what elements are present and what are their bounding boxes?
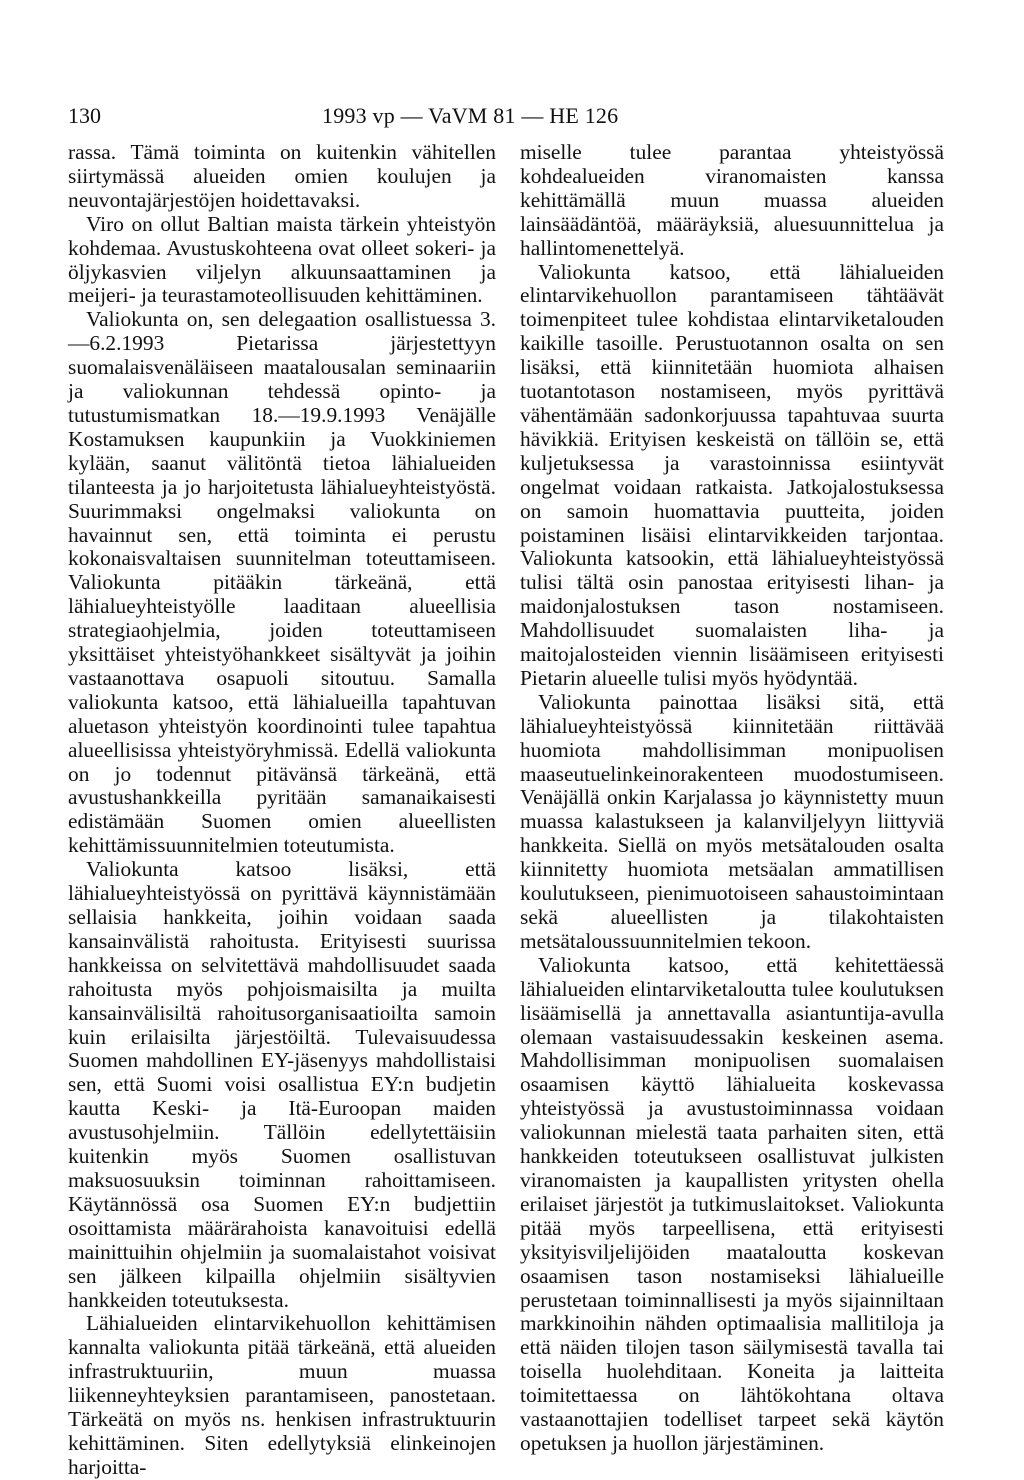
page-number: 130 (68, 103, 101, 128)
right-paragraph-4: Valiokunta katsoo, että kehitettäessä lähialueiden elintarviketaloutta tulee koulutuksen lisäämisellä ja annettavalla asiantuntija-avulla olemaan vastaisuudessakin keskeinen asema. Mahdollisimman monipuolisen suomalaisen osaamisen käyttö lähialueita koskevassa yhteistyössä ja avustustoiminnassa voidaan valiokunnan mielestä taata parhaiten siten, että hankkeiden toteutukseen osallistuvat julkisten viranomaisten ja kaupallisten yritysten ohella erilaiset järjestöt ja tutkimuslaitokset. Valiokunta pitää myös tarpeellisena, että erityisesti yksityisviljelijöiden maataloutta koskevan osaamisen tason nostamiseksi lähialueille perustetaan toiminnallisesti ja myös sijainniltaan markkinoihin nähden optimaalisia mallitiloja ja että näiden tilojen tason säilymisestä tavalla tai toisella huolehditaan. Koneita ja laitteita toimitettaessa on lähtökohtana oltava vastaanottajien todelliset tarpeet sekä käytön opetuksen ja huollon järjestäminen. (520, 952, 944, 1455)
right-paragraph-2: Valiokunta katsoo, että lähialueiden elintarvikehuollon parantamiseen tähtäävät toimenpiteet tulee kohdistaa elintarviketalouden kaikille tasoille. Perustuotannon osalta on sen lisäksi, että kiinnitetään huomiota alhaisen tuotantotason nostamiseen, myös pyrittävä vähentämään sadonkorjuussa tapahtuvaa suurta hävikkiä. Erityisen keskeistä on tällöin se, että kuljetuksessa ja varastoinnissa esiintyvät ongelmat voidaan ratkaista. Jatkojalostuksessa on samoin huomattavia puutteita, joiden poistaminen lisäisi elintarvikkeiden tarjontaa. Valiokunta katsookin, että lähialueyhteistyössä tulisi tältä osin panostaa erityisesti lihan- ja maidonjalostuksen tason nostamiseen. Mahdollisuudet suomalaisten liha- ja maitojalosteiden viennin lisäämiseen erityisesti Pietarin alueelle tulisi myös hyödyntää. (520, 259, 944, 690)
left-column (68, 141, 496, 1480)
right-column (520, 141, 944, 1456)
left-paragraph-1: rassa. Tämä toiminta on kuitenkin vähitellen siirtymässä alueiden omien koulujen ja neuvontajärjestöjen hoidettavaksi. (68, 140, 496, 212)
left-paragraph-2: Viro on ollut Baltian maista tärkein yhteistyön kohdemaa. Avustuskohteena ovat olleet sokeri- ja öljykasvien viljelyn alkuunsaattaminen ja meijeri- ja teurastamoteollisuuden kehittäminen. (68, 211, 496, 308)
right-paragraph-3: Valiokunta painottaa lisäksi sitä, että lähialueyhteistyössä kiinnitetään riittävää huomiota mahdollisimman monipuolisen maaseutuelinkeinorakenteen muodostumiseen. Venäjällä onkin Karjalassa jo käynnistetty muun muassa kalastukseen ja kalanviljelyyn liittyviä hankkeita. Siellä on myös metsätalouden osalta kiinnitetty huomiota metsäalan ammatillisen koulutukseen, pienimuotoiseen sahaustoimintaan sekä alueellisten ja tilakohtaisten metsätaloussuunnitelmien tekoon. (520, 689, 944, 953)
left-paragraph-5: Lähialueiden elintarvikehuollon kehittämisen kannalta valiokunta pitää tärkeänä, että alueiden infrastruktuuriin, muun muassa liikenneyhteyksien parantamiseen, panostetaan. Tärkeätä on myös ns. henkisen infrastruktuurin kehittäminen. Siten edellytyksiä elinkeinojen harjoitta- (68, 1311, 496, 1479)
left-paragraph-4: Valiokunta katsoo lisäksi, että lähialueyhteistyössä on pyrittävä käynnistämään sellaisia hankkeita, joihin voidaan saada kansainvälistä rahoitusta. Erityisesti suurissa hankkeissa on selvitettävä mahdollisuudet saada rahoitusta myös pohjoismaisilta ja muilta kansainvälisiltä rahoitusorganisaatioilta samoin kuin erilaisilta järjestöiltä. Tulevaisuudessa Suomen mahdollinen EY-jäsenyys mahdollistaisi sen, että Suomi voisi osallistua EY:n budjetin kautta Keski- ja Itä-Euroopan maiden avustusohjelmiin. Tällöin edellytettäisiin kuitenkin myös Suomen osallistuvan maksuosuuksin toiminnan rahoittamiseen. Käytännössä osa Suomen EY:n budjettiin osoittamista määrärahoista kanavoituisi edellä mainittuihin ohjelmiin ja suomalaistahot voisivat sen jälkeen kilpailla ohjelmiin sisältyvien hankkeiden toteutuksesta. (68, 857, 496, 1312)
left-paragraph-3: Valiokunta on, sen delegaation osallistuessa 3.—6.2.1993 Pietarissa järjestettyyn suomalaisvenäläiseen maatalousalan seminaariin ja valiokunnan tehdessä opinto- ja tutustumismatkan 18.—19.9.1993 Venäjälle Kostamuksen kaupunkiin ja Vuokkiniemen kylään, saanut välitöntä tietoa lähialueiden tilanteesta ja jo harjoitetusta lähialueyhteistyöstä. Suurimmaksi ongelmaksi valiokunta on havainnut sen, että toiminta ei perustu kokonaisvaltaisen suunnitelman toteuttamiseen. Valiokunta pitääkin tärkeänä, että lähialueyhteistyölle laaditaan alueellisia strategiaohjelmia, joiden toteuttamiseen yksittäiset yhteistyöhankkeet sisältyvät ja joihin vastaanottava osapuoli sitoutuu. Samalla valiokunta katsoo, että lähialueilla tapahtuvan aluetason yhteistyön koordinointi tulee tapahtua alueellisissa yhteistyöryhmissä. Edellä valiokunta on jo todennut pitävänsä tärkeänä, että avustushankkeilla pyritään samanaikaisesti edistämään Suomen omien alueellisten kehittämissuunnitelmien toteutumista. (68, 307, 496, 858)
running-head: 1993 vp — VaVM 81 — HE 126 (322, 103, 619, 128)
right-paragraph-1: miselle tulee parantaa yhteistyössä kohdealueiden viranomaisten kanssa kehittämällä muun muassa alueiden lainsäädäntöä, määräyksiä, aluesuunnittelua ja hallintomenettelyä. (520, 140, 944, 260)
